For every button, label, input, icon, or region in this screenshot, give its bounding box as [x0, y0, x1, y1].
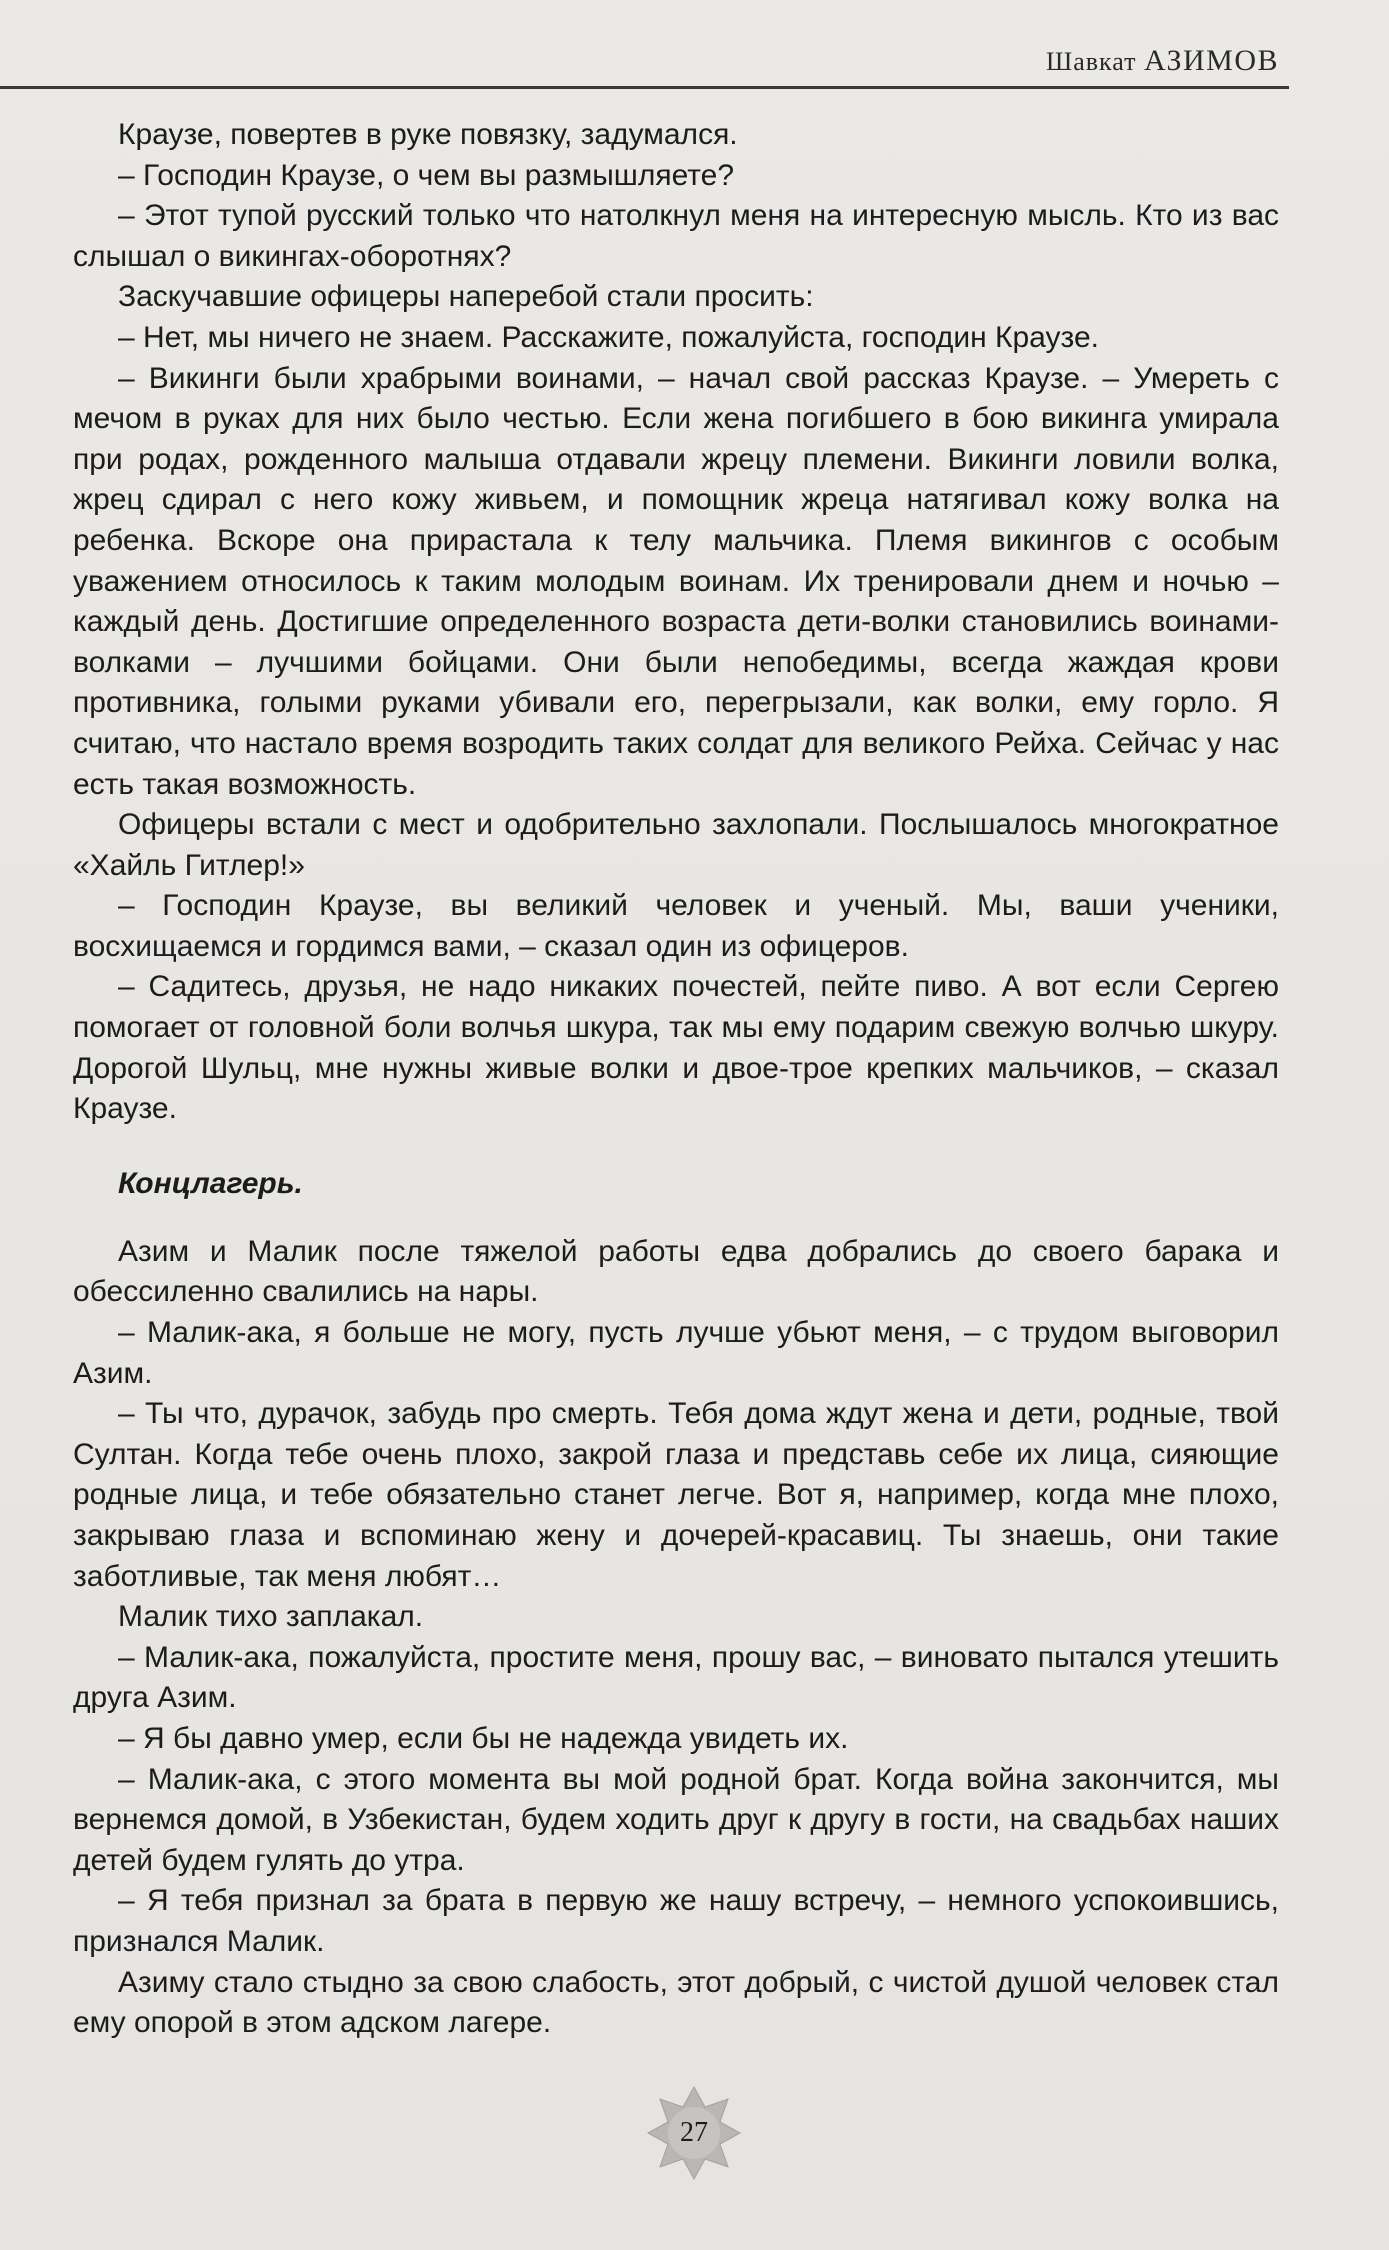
running-header [1046, 44, 1279, 78]
paragraph: – Господин Краузе, о чем вы размышляете? [118, 158, 735, 192]
header-rule [0, 86, 1289, 89]
header-author-last: АЗИМОВ [1144, 44, 1279, 77]
paragraph: – Нет, мы ничего не знаем. Расскажите, пожалуйста, господин Краузе. [118, 320, 1099, 354]
paragraph: – Садитесь, друзья, не надо никаких почестей, пейте пиво. А вот если Сергею помогает от головной боли волчья шкура, так мы ему подарим свежую волчью шкуру. Дорогой Шульц, мне нужны живые волки и двое-трое крепких мальчиков, – сказал Краузе. [73, 970, 1279, 1126]
paragraph: – Малик-ака, пожалуйста, простите меня, прошу вас, – виновато пытался утешить друга Азим. [73, 1640, 1279, 1715]
paragraph: Краузе, повертев в руке повязку, задумался. [118, 118, 738, 151]
paragraph: Офицеры встали с мест и одобрительно захлопали. Послышалось многократное «Хайль Гитлер!» [73, 808, 1279, 882]
paragraph: Азим и Малик после тяжелой работы едва добрались до своего барака и обессиленно свалились на нары. [73, 1234, 1279, 1309]
header-author-first: Шавкат [1046, 47, 1137, 76]
page-number-badge [644, 2083, 744, 2183]
paragraph: – Я бы давно умер, если бы не надежда увидеть их. [118, 1721, 849, 1755]
paragraph: – Господин Краузе, вы великий человек и ученый. Мы, ваши ученики, восхищаемся и гордимся вами, – сказал один из офицеров. [73, 889, 1279, 963]
paragraph: – Ты что, дурачок, забудь про смерть. Тебя дома ждут жена и дети, родные, твой Султан. Когда тебе очень плохо, закрой глаза и представь себе их лица, сияющие родные лица, и тебе обязательно станет легче. Вот я, например, когда мне плохо, закрываю глаза и вспоминаю жену и дочерей-красавиц. Ты знаешь, они такие заботливые, так меня любят… [73, 1397, 1279, 1593]
paragraph: Азиму стало стыдно за свою слабость, этот добрый, с чистой душой человек стал ему опорой в этом адском лагере. [73, 1965, 1279, 2040]
section-heading: Концлагерь. [118, 1166, 303, 1200]
paragraph: Малик тихо заплакал. [118, 1600, 424, 1634]
paragraph: – Этот тупой русский только что натолкнул меня на интересную мысль. Кто из вас слышал о викингах-оборотнях? [73, 199, 1279, 273]
page-number: 27 [680, 2117, 708, 2148]
main-text [73, 115, 1279, 2044]
paragraph: – Викинги были храбрыми воинами, – начал свой рассказ Краузе. – Умереть с мечом в руках для них было честью. Если жена погибшего в бою викинга умирала при родах, рожденного малыша отдавали жрецу племени. Викинги ловили волка, жрец сдирал с него кожу живьем, и помощник жреца натягивал кожу волка на ребенка. Вскоре она прирастала к телу мальчика. Племя викингов с особым уважением относилось к таким молодым воинам. Их тренировали днем и ночью – каждый день. Достигшие определенного возраста дети-волки становились воинами-волками – лучшими бойцами. Они были непобедимы, всегда жаждая крови противника, голыми руками убивали его, перегрызали, как волки, ему горло. Я считаю, что настало время возродить таких солдат для великого Рейха. Сейчас у нас есть такая возможность. [73, 361, 1279, 801]
paragraph: – Малик-ака, с этого момента вы мой родной брат. Когда война закончится, мы вернемся домой, в Узбекистан, будем ходить друг к другу в гости, на свадьбах наших детей будем гулять до утра. [73, 1762, 1279, 1877]
paragraph: Заскучавшие офицеры наперебой стали просить: [118, 280, 814, 314]
paragraph: – Я тебя признал за брата в первую же нашу встречу, – немного успокоившись, признался Малик. [73, 1884, 1279, 1958]
paragraph: – Малик-ака, я больше не могу, пусть лучше убьют меня, – с трудом выговорил Азим. [73, 1316, 1279, 1390]
